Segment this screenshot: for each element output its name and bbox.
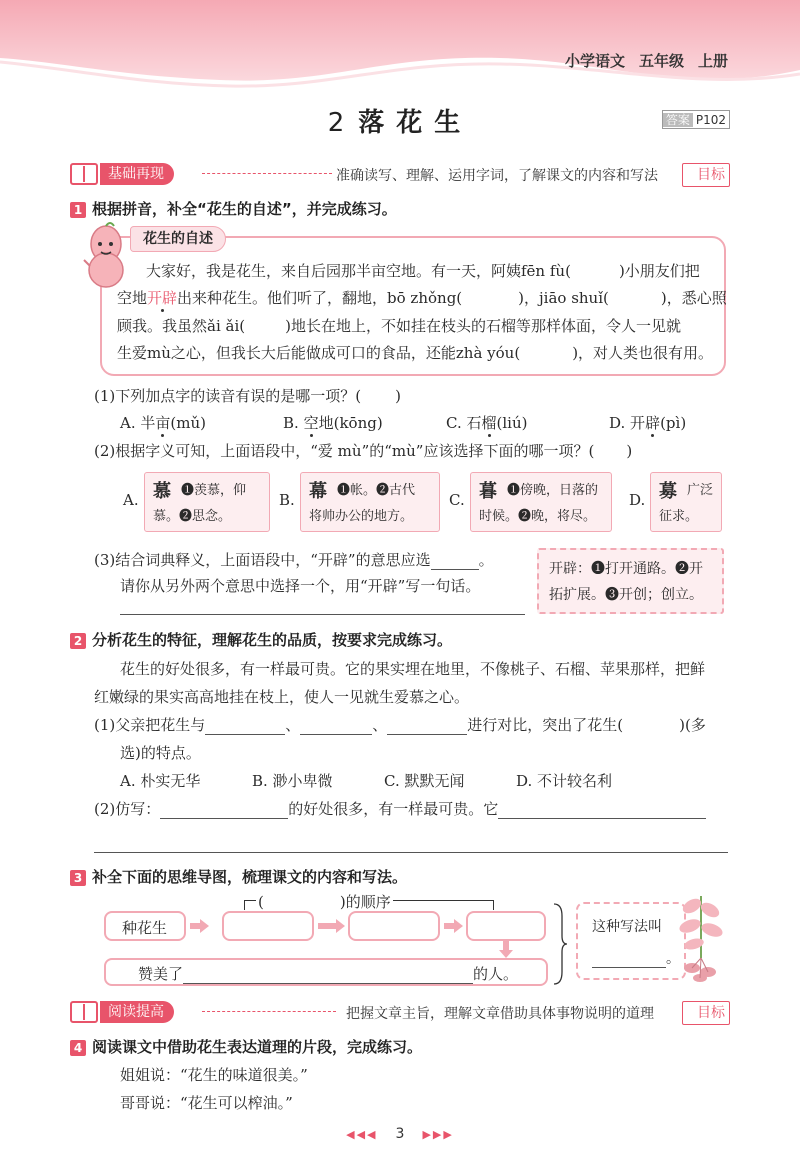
answer-blank[interactable] [431,555,479,570]
q1-sub2-option-d[interactable] [629,472,722,532]
arrow-right-icon [454,919,463,933]
header-grade: 五年级 [638,52,684,70]
section-label: 基础再现 [100,163,174,185]
mindmap-praise-node [104,958,548,986]
peanut-mascot-icon [80,222,132,292]
option-label: C. [449,491,465,509]
option-text: (liú) [496,414,528,432]
next-page-arrows-icon: ▶▶▶ [422,1128,454,1141]
question-text: (2)仿写： [94,800,161,818]
passage-text: )，悉心照 [660,289,727,307]
method-line: 这种写法叫 [592,919,662,935]
book-header [551,50,728,71]
question-number: 3 [70,870,86,886]
question-number: 2 [70,633,86,649]
question-text: )(多 [679,716,706,734]
option-label: B. [283,414,299,432]
option-label: A. [120,414,136,432]
q1-sub2-option-a[interactable] [123,472,270,532]
q2-sub2-line [94,798,706,819]
question-text: (1)下列加点字的读音有误的是哪一项？( [94,387,362,405]
q2-sub1-line [94,714,706,735]
dotted-char: 辟 [645,414,661,432]
question-text: 、 [372,716,388,734]
answer-blank[interactable] [609,294,661,308]
option-label: D. [609,414,626,432]
passage-text: 空地 [117,289,148,307]
option-char: 幕 [309,481,327,502]
answer-page: P102 [695,113,726,127]
question-number: 1 [70,202,86,218]
answer-blank[interactable] [387,720,467,735]
page-footer [0,1126,800,1142]
option-label: B. [279,491,295,509]
passage-line-1 [146,260,700,281]
question-text: 的好处很多，有一样最可贵。它 [288,800,499,818]
arrow-stem [190,923,200,929]
q2-option-c[interactable]: C. 默默无闻 [384,772,465,790]
question-text: 。 [478,551,494,569]
passage-line-2 [117,287,727,308]
q2-passage-line-2: 红嫩绿的果实高高地挂在枝上，使人一见就生爱慕之心。 [94,688,470,706]
q1-sub1-option-b[interactable] [283,412,383,433]
page-number: 3 [395,1126,405,1142]
passage-text: )，对人类也很有用。 [572,344,714,362]
q1-sub2-stem [94,440,632,461]
option-definition: ❶傍晚，日落的 [507,483,599,498]
option-definition: 慕。❷思念。 [153,509,232,524]
q2-passage-line-1: 花生的好处很多，有一样最可贵。它的果实埋在地里，不像桃子、石榴、苹果那样，把鲜 [120,660,706,678]
question-text: ) [626,442,633,460]
option-char: 暮 [479,481,497,502]
option-text: (mǔ) [170,414,207,432]
bracket-tick [493,900,494,910]
arrow-stem [318,923,336,929]
mindmap-node-4[interactable] [466,911,546,941]
section-divider [202,173,332,174]
answer-blank[interactable] [245,322,285,336]
question-text: ) [395,387,401,405]
question-2-title [70,629,452,650]
passage-line-4 [117,342,713,363]
section-goal-text: 把握文章主旨，理解文章借助具体事物说明的道理 [346,1006,654,1022]
q2-option-a[interactable]: A. 朴实无华 [120,772,201,790]
praise-line [138,963,518,984]
q1-sub1-option-d[interactable] [609,412,686,433]
option-definition: ❶帐。❷古代 [337,483,416,498]
answer-line[interactable] [94,852,728,853]
section-bar-reading [70,1000,730,1024]
order-text: ( [258,893,264,911]
prev-page-arrows-icon: ◀◀◀ [346,1128,378,1141]
header-volume: 上册 [697,52,728,70]
highlighted-word: 开辟 [147,289,178,307]
dotted-char: 亩 [155,414,171,432]
dotted-char: 空 [303,414,319,432]
question-text: 根据拼音，补全“花生的自述”，并完成练习。 [92,200,397,218]
answer-blank[interactable] [160,804,288,819]
option-label: C. [446,414,462,432]
order-label [256,891,393,912]
book-icon [70,163,98,185]
lesson-number: 2 [327,108,345,138]
answer-label: 答案 [663,113,693,127]
passage-text: )地长在地上，不如挂在枝头的石榴等那样体面，令人一见就 [285,317,681,335]
goal-tag: 目标 [682,1001,730,1025]
section-badge [70,162,200,186]
mindmap-node-3[interactable] [348,911,440,941]
section-goal-text: 准确读写、理解、运用字词，了解课文的内容和写法 [336,168,658,184]
arrow-right-icon [336,919,345,933]
goal-tag: 目标 [682,163,730,187]
option-text: 半 [140,414,156,432]
method-blank-line [592,948,680,968]
answer-blank[interactable] [205,720,285,735]
passage-text: 生爱mù之心，但我长大后能做成可口的食品，还能zhà yóu( [117,344,521,362]
answer-blank[interactable] [498,804,706,819]
arrow-right-icon [200,919,209,933]
praise-text: 赞美了 [138,965,184,983]
q1-sub2-option-b[interactable] [279,472,440,532]
dictionary-line: 开辟：❶打开通路。❷开 [549,561,703,577]
method-box [576,902,686,980]
option-label: A. [123,491,139,509]
bracket-tick [244,900,245,910]
peanut-plant-icon [672,888,730,984]
passage-line-3 [117,315,681,336]
answer-blank[interactable] [183,969,473,984]
answer-blank[interactable] [300,720,372,735]
header-wave-banner [0,0,800,95]
q1-sub3-line-1 [94,549,494,570]
question-text: 分析花生的特征，理解花生的品质，按要求完成练习。 [92,631,453,649]
passage-text: 大家好，我是花生，来自后园那半亩空地。有一天，阿姨fēn fù( [146,262,571,280]
question-number: 4 [70,1040,86,1056]
mindmap-start-node [104,911,186,941]
option-text: 地(kōng) [318,414,383,432]
passage-text: )小朋友们把 [618,262,700,280]
lesson-name: 落花生 [358,108,473,138]
section-badge [70,1000,200,1024]
order-text: )的顺序 [339,893,391,911]
question-1-title [70,198,397,219]
question-text: 、 [285,716,301,734]
arrow-down-icon [499,950,513,958]
kaipi-dictionary-box [537,548,724,614]
option-definition: ❶羡慕，仰 [181,483,247,498]
book-icon [70,1001,98,1023]
option-text: 石 [466,414,482,432]
passage-text: 出来种花生。他们听了，翻地，bō zhǒng( [177,289,463,307]
arrow-stem [444,923,454,929]
option-definition: 时候。❷晚，将尽。 [479,509,597,524]
question-4-title [70,1036,422,1057]
q1-sub1-option-a[interactable] [120,412,206,433]
answer-reference [662,110,730,129]
question-3-title [70,866,407,887]
q1-sub3-line-2: 请你从另外两个意思中选择一个，用“开辟”写一句话。 [120,577,481,595]
option-char: 募 [659,481,677,502]
passage-label: 花生的自述 [130,226,226,252]
praise-text: 的人。 [473,965,519,983]
question-text: 进行对比，突出了花生( [467,716,624,734]
mindmap-node-2[interactable] [222,911,314,941]
section-bar-basic [70,162,730,186]
option-text: 开 [630,414,646,432]
question-text: (3)结合词典释义，上面语段中，“开辟”的意思应选 [94,551,431,569]
option-definition: 将帅办公的地方。 [309,509,414,524]
q1-sub1-stem [94,385,401,406]
answer-blank[interactable] [571,267,619,281]
option-char: 慕 [153,481,171,502]
section-label: 阅读提高 [100,1001,174,1023]
answer-blank[interactable] [592,953,666,968]
section-divider [202,1011,336,1012]
option-definition: 广泛 [687,483,714,498]
answer-line[interactable] [120,614,525,615]
answer-blank[interactable] [520,349,572,363]
dotted-char: 榴 [481,414,497,432]
question-text: 阅读课文中借助花生表达道理的片段，完成练习。 [92,1038,423,1056]
option-label: D. [629,491,646,509]
q4-line-1: 姐姐说：“花生的味道很美。” [120,1066,308,1084]
option-text: (pì) [660,414,687,432]
passage-text: )，jiāo shuǐ( [518,289,609,307]
method-text: 。 [666,951,680,967]
q2-option-b[interactable]: B. 渺小卑微 [252,772,333,790]
question-text: (1)父亲把花生与 [94,716,206,734]
right-brace-icon [552,902,568,986]
q2-sub1-line-2: 选)的特点。 [120,744,201,762]
q1-sub2-option-c[interactable] [449,472,612,532]
answer-blank[interactable] [462,294,518,308]
passage-text: 顾我。我虽然ǎi ǎi( [117,317,246,335]
header-subject: 小学语文 [564,52,625,70]
question-text: 补全下面的思维导图，梳理课文的内容和写法。 [92,868,408,886]
dictionary-line: 拓扩展。❸开创；创立。 [549,587,703,603]
option-definition: 征求。 [659,509,699,524]
q2-option-d[interactable]: D. 不计较名利 [516,772,613,790]
mindmap-start-text: 种花生 [122,919,168,937]
q1-sub1-option-c[interactable] [446,412,528,433]
q4-line-2: 哥哥说：“花生可以榨油。” [120,1094,293,1112]
question-text: (2)根据字义可知，上面语段中，“爱 mù”的“mù”应该选择下面的哪一项？( [94,442,595,460]
